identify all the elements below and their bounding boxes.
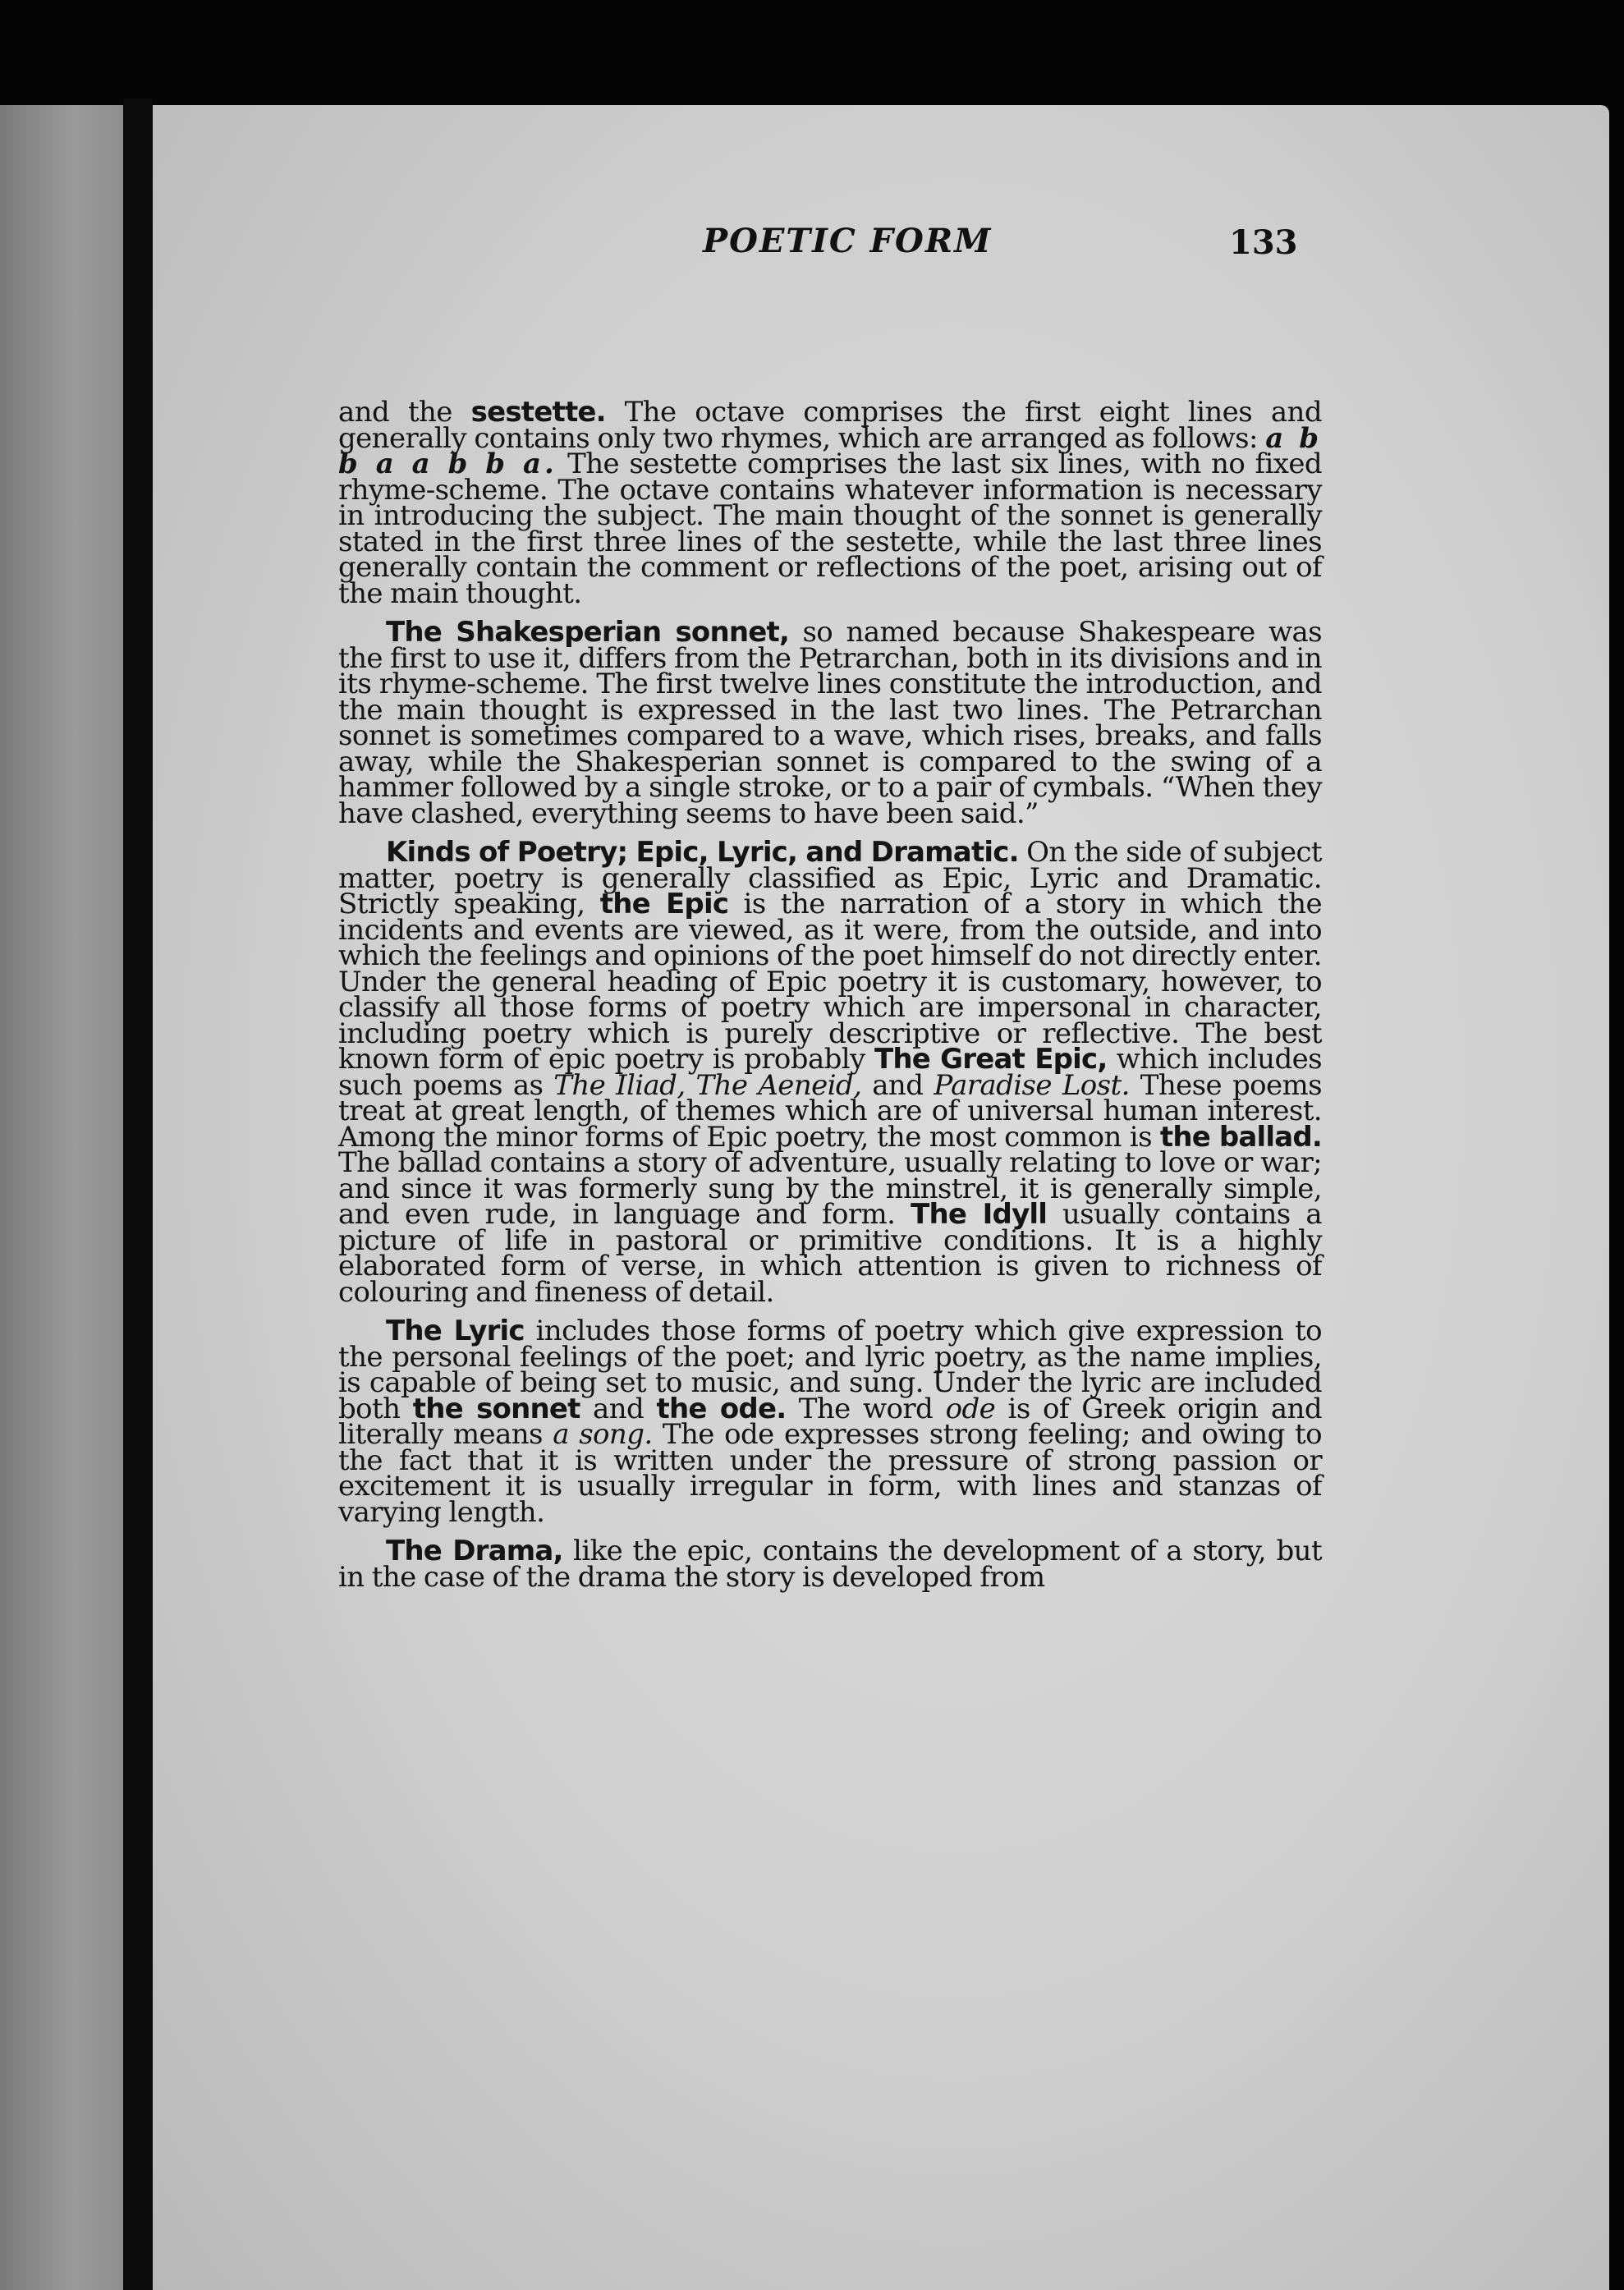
adjacent-page-edge <box>0 105 123 2290</box>
term-great-epic: The Great Epic, <box>874 1043 1108 1076</box>
phrase-a-song: a song. <box>553 1418 653 1451</box>
term-drama: The Drama, <box>386 1535 563 1567</box>
book-gutter <box>123 99 153 2290</box>
text-run: which includes such poems as <box>338 1043 1322 1102</box>
term-epic: the Epic <box>599 888 729 920</box>
term-idyll: The Idyll <box>911 1198 1048 1231</box>
text-run: usually contains a picture of life in pastoral or primitive conditions. It is a highly elaborated form of verse, in which attention is given to richness of colouring and fineness of detail. <box>338 1198 1323 1309</box>
body-text <box>338 396 1323 1604</box>
word-ode: ode <box>945 1392 996 1425</box>
paragraph-kinds-of-poetry <box>338 836 1323 1309</box>
term-shakesperian-sonnet: The Shakesperian sonnet, <box>386 616 790 649</box>
running-head <box>0 222 1624 271</box>
text-run: and the <box>338 396 471 429</box>
page-title: POETIC FORM <box>703 222 993 260</box>
paragraph-shakesperian-sonnet <box>338 616 1322 830</box>
text-run: and <box>861 1068 934 1102</box>
text-run: like the epic, contains the development of a story, but in the case of the drama the story is developed from <box>338 1535 1323 1594</box>
text-run: The ballad contains a story of adventure, usually relating to love or war; and since it was formerly sung by the minstrel, it is generally simple, and even rude, in language and form. <box>338 1146 1322 1231</box>
text-run: The word <box>786 1392 946 1425</box>
page-number: 133 <box>1229 223 1298 262</box>
section-heading-kinds-of-poetry: Kinds of Poetry; Epic, Lyric, and Dramatic. <box>386 836 1019 869</box>
term-lyric: The Lyric <box>386 1315 525 1347</box>
term-ode: the ode. <box>656 1392 787 1425</box>
text-run: The octave comprises the first eight lines and generally contains only two rhymes, which are arranged as follows: <box>338 396 1322 455</box>
term-sonnet: the sonnet <box>412 1392 580 1425</box>
text-run: These poems treat at great length, of themes which are of universal human interest. Among the minor forms of Epic poetry, the most common is <box>338 1068 1322 1154</box>
text-run: is of Greek origin and literally means <box>338 1392 1322 1451</box>
title-paradise-lost: Paradise Lost. <box>934 1068 1130 1102</box>
title-iliad-aeneid: The Iliad, The Aeneid, <box>553 1068 862 1102</box>
rhyme-scheme: a b b a a b b a. <box>338 421 1322 480</box>
term-sestette: sestette. <box>470 396 606 429</box>
text-run: The sestette comprises the last six lines, with no fixed rhyme-scheme. The octave contains whatever information is necessary in introducing the subject. The main thought of the sonnet is generally stated in the first three lines of the sestette, while the last three lines generally contain the comment or reflections of the poet, arising out of the main thought. <box>338 447 1322 610</box>
text-run: so named because Shakespeare was the first to use it, differs from the Petrarchan, both in its divisions and in its rhyme-scheme. The first twelve lines constitute the introduction, and the main thought is expressed in the last two lines. The Petrarchan sonnet is sometimes compared to a wave, which rises, breaks, and falls away, while the Shakesperian sonnet is compared to the swing of a hammer followed by a single stroke, or to a pair of cymbals. “When they have clashed, everything seems to have been said.” <box>338 616 1322 830</box>
text-run: and <box>580 1392 657 1425</box>
text-run: The ode expresses strong feeling; and owing to the fact that it is written under the pressure of strong passion or excitement it is usually irregular in form, with lines and stanzas of varying length. <box>338 1418 1322 1529</box>
text-run: includes those forms of poetry which give expression to the personal feelings of the poet; and lyric poetry, as the name implies, is capable of being set to music, and sung. Under the lyric are included both <box>338 1315 1323 1425</box>
term-ballad: the ballad. <box>1159 1120 1323 1154</box>
paragraph-lyric <box>338 1315 1323 1529</box>
paragraph-octave-sestette <box>338 396 1322 610</box>
paragraph-drama <box>338 1535 1323 1594</box>
text-run: On the side of subject matter, poetry is generally classified as Epic, Lyric and Dramatic. Strictly speaking, <box>338 836 1322 920</box>
text-run: is the narration of a story in which the incidents and events are viewed, as it were, from the outside, and into which the feelings and opinions of the poet himself do not directly enter. Under the general heading of Epic poetry it is customary, however, to classify all those forms of poetry which are impersonal in character, including poetry which is purely descriptive or reflective. The best known form of epic poetry is probably <box>338 888 1322 1076</box>
